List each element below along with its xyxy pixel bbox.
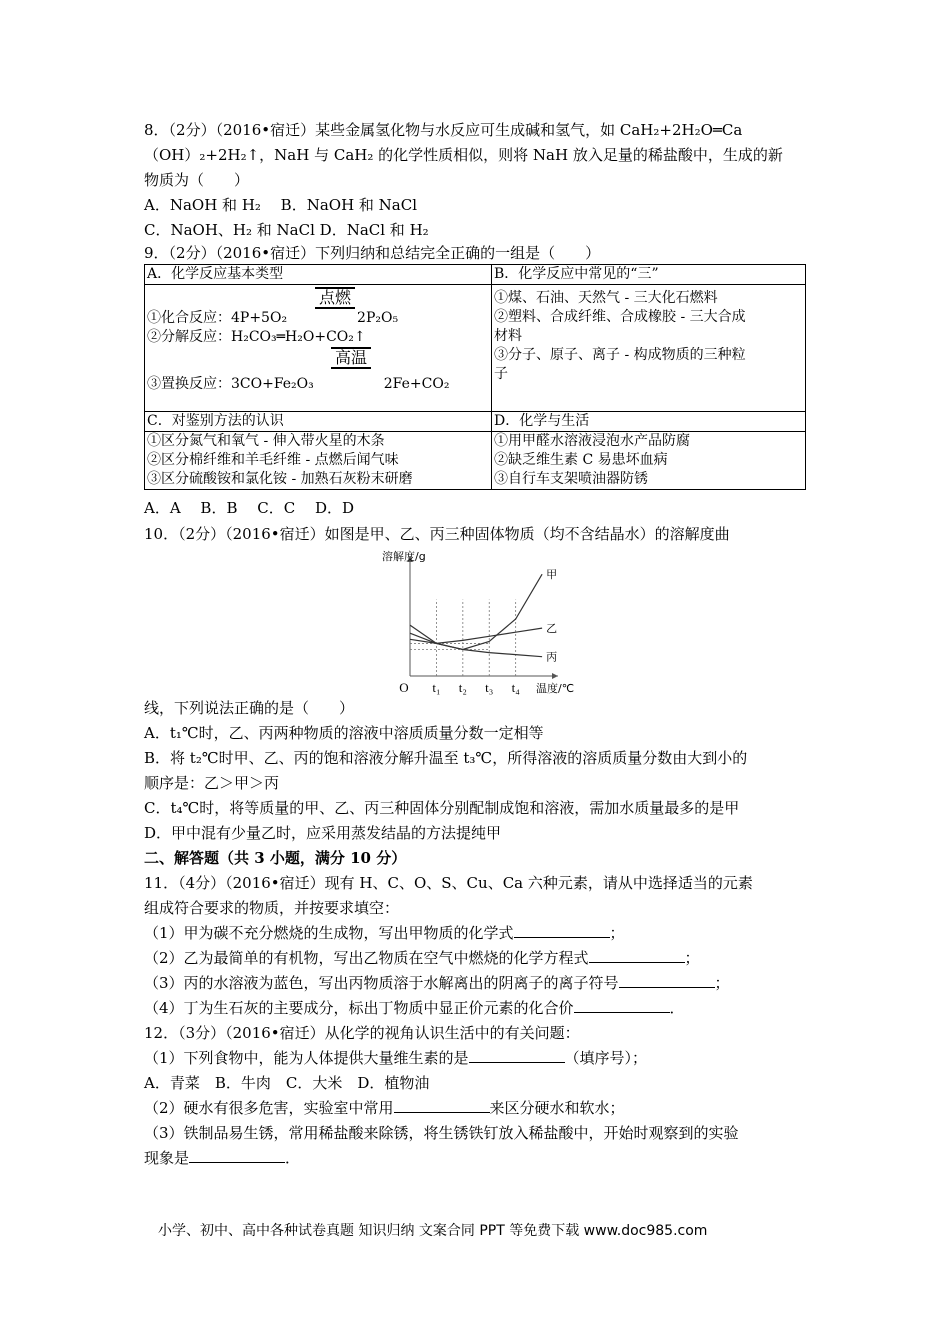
q12-part3-cont <box>144 1148 300 1168</box>
chart-labels <box>382 549 574 695</box>
series-label: 乙 <box>546 622 558 636</box>
q10-option-a: A．t₁℃时，乙、丙两种物质的溶液中溶质质量分数一定相等 <box>144 724 544 742</box>
q11-blank1[interactable] <box>514 923 610 938</box>
q9-b-body <box>492 285 806 412</box>
q11-blank3[interactable] <box>619 973 715 988</box>
q12-part3-end: ． <box>285 1149 301 1167</box>
q11-part4-end: ． <box>669 999 685 1017</box>
q11-part3-end: ； <box>714 974 730 992</box>
q11-part1-end: ； <box>609 924 625 942</box>
y-axis-label: 溶解度/g <box>382 550 426 563</box>
x-tick-label: t₃ <box>485 680 494 695</box>
q11-stem-line1: 11．（4分）（2016•宿迁）现有 H、C、O、S、Cu、Ca 六种元素，请从中选择适当的元素 <box>144 874 753 892</box>
q9-options: A．A B．B C．C D．D <box>144 499 355 517</box>
q9-b-item2: ②塑料、合成纤维、合成橡胶 - 三大合成 <box>494 309 746 325</box>
q12-blank3[interactable] <box>189 1148 285 1163</box>
solubility-chart <box>370 548 575 698</box>
origin-label: O <box>399 680 409 695</box>
q9-b-item3-cont: 子 <box>494 366 508 382</box>
q12-options: A．青菜 B．牛肉 C．大米 D．植物油 <box>144 1074 430 1092</box>
q8-stem-line2: （OH）₂+2H₂↑，NaH 与 CaH₂ 的化学性质相似，则将 NaH 放入足量的稀盐酸中，生成的新 <box>144 146 783 164</box>
q12-part1-end: （填序号）； <box>564 1049 648 1067</box>
q9-a-head: A．化学反应基本类型 <box>145 265 492 285</box>
footer-text: 小学、初中、高中各种试卷真题 知识归纳 文案合同 PPT 等免费下载 www.doc985.com <box>158 1223 708 1239</box>
q9-c-item3: ③区分硫酸铵和氯化铵 - 加熟石灰粉末研磨 <box>147 471 413 487</box>
q9-d-item3: ③自行车支架喷油器防锈 <box>494 471 648 487</box>
series-label: 甲 <box>546 568 558 582</box>
q9-b-item1: ①煤、石油、天然气 - 三大化石燃料 <box>494 290 718 306</box>
q11-part4-text: （4）丁为生石灰的主要成分，标出丁物质中显正价元素的化合价 <box>144 999 574 1017</box>
x-axis-arrow <box>552 673 558 679</box>
q11-part2 <box>144 948 700 968</box>
q9-c-item2: ②区分棉纤维和羊毛纤维 - 点燃后闻气味 <box>147 452 399 468</box>
x-tick-label: t₁ <box>432 680 441 695</box>
q11-blank2[interactable] <box>589 948 685 963</box>
q12-stem: 12．（3分）（2016•宿迁）从化学的视角认识生活中的有关问题： <box>144 1024 580 1042</box>
x-tick-label: t₂ <box>458 680 467 695</box>
chart-axes <box>407 556 558 679</box>
q12-part1 <box>144 1048 647 1068</box>
series-label: 丙 <box>546 650 558 664</box>
q10-stem-line1: 10．（2分）（2016•宿迁）如图是甲、乙、丙三种固体物质（均不含结晶水）的溶解度曲 <box>144 525 730 543</box>
q9-b-head: B．化学反应中常见的“三” <box>492 265 806 285</box>
chart-series <box>410 574 542 657</box>
q11-part1 <box>144 923 625 943</box>
q9-c-item1: ①区分氮气和氧气 - 伸入带火星的木条 <box>147 433 385 449</box>
x-tick-label: t₄ <box>511 680 520 695</box>
q9-a-condition-heat: 高温 <box>331 347 371 369</box>
q10-option-d: D．甲中混有少量乙时，应采用蒸发结晶的方法提纯甲 <box>144 824 502 842</box>
q12-part1-text: （1）下列食物中，能为人体提供大量维生素的是 <box>144 1049 469 1067</box>
q9-a-condition-ignite: 点燃 <box>315 287 355 309</box>
q11-part3 <box>144 973 730 993</box>
section2-heading: 二、解答题（共 3 小题，满分 10 分） <box>144 849 407 867</box>
q10-option-b-line2: 顺序是：乙＞甲＞丙 <box>144 774 280 792</box>
q12-part3-cont-text: 现象是 <box>144 1149 190 1167</box>
q9-b-item2-cont: 材料 <box>494 328 522 344</box>
q11-part1-text: （1）甲为碳不充分燃烧的生成物，写出甲物质的化学式 <box>144 924 514 942</box>
q10-option-c: C．t₄℃时，将等质量的甲、乙、丙三种固体分别配制成饱和溶液，需加水质量最多的是甲 <box>144 799 740 817</box>
q10-stem-line2: 线，下列说法正确的是（ ） <box>144 699 355 717</box>
q11-part2-end: ； <box>684 949 700 967</box>
q9-a-reaction2: ②分解反应：H₂CO₃═H₂O+CO₂↑ <box>147 329 366 345</box>
q8-stem-line3: 物质为（ ） <box>144 171 250 189</box>
q9-d-item2: ②缺乏维生素 C 易患坏血病 <box>494 452 668 468</box>
x-axis-label: 温度/℃ <box>536 682 575 695</box>
q9-c-body <box>145 432 492 490</box>
q12-part2 <box>144 1098 625 1118</box>
q11-part4 <box>144 998 685 1018</box>
q9-a-body <box>145 285 492 412</box>
q9-c-head: C．对鉴别方法的认识 <box>145 412 492 432</box>
q9-d-item1: ①用甲醛水溶液浸泡水产品防腐 <box>494 433 690 449</box>
q9-a-reaction3: ③置换反应：3CO+Fe₂O₃ 2Fe+CO₂ <box>147 376 450 392</box>
q8-options-cd: C．NaOH、H₂ 和 NaCl D．NaCl 和 H₂ <box>144 221 429 239</box>
q9-table <box>144 264 806 490</box>
q11-stem-line2: 组成符合要求的物质，并按要求填空： <box>144 899 400 917</box>
q12-part2-text: （2）硬水有很多危害，实验室中常用 <box>144 1099 394 1117</box>
q8-stem-line1: 8．（2分）（2016•宿迁）某些金属氢化物与水反应可生成碱和氢气，如 CaH₂+2H₂O═Ca <box>144 121 743 139</box>
q10-option-b-line1: B．将 t₂℃时甲、乙、丙的饱和溶液分解升温至 t₃℃，所得溶液的溶质质量分数由大到小的 <box>144 749 748 767</box>
q8-options-ab: A．NaOH 和 H₂ B．NaOH 和 NaCl <box>144 196 418 214</box>
q11-part2-text: （2）乙为最简单的有机物，写出乙物质在空气中燃烧的化学方程式 <box>144 949 589 967</box>
q9-d-head: D．化学与生活 <box>492 412 806 432</box>
q9-d-body <box>492 432 806 490</box>
q9-stem: 9．（2分）（2016•宿迁）下列归纳和总结完全正确的一组是（ ） <box>144 244 601 262</box>
q11-blank4[interactable] <box>574 998 670 1013</box>
q9-a-reaction1: ①化合反应：4P+5O₂ 2P₂O₅ <box>147 310 399 326</box>
q12-blank2[interactable] <box>394 1098 490 1113</box>
q11-part3-text: （3）丙的水溶液为蓝色，写出丙物质溶于水解离出的阴离子的离子符号 <box>144 974 619 992</box>
q12-part3: （3）铁制品易生锈，常用稀盐酸来除锈，将生锈铁钉放入稀盐酸中，开始时观察到的实验 <box>144 1124 739 1142</box>
q9-b-item3: ③分子、原子、离子 - 构成物质的三种粒 <box>494 347 746 363</box>
q12-blank1[interactable] <box>469 1048 565 1063</box>
q12-part2-end: 来区分硬水和软水； <box>489 1099 625 1117</box>
